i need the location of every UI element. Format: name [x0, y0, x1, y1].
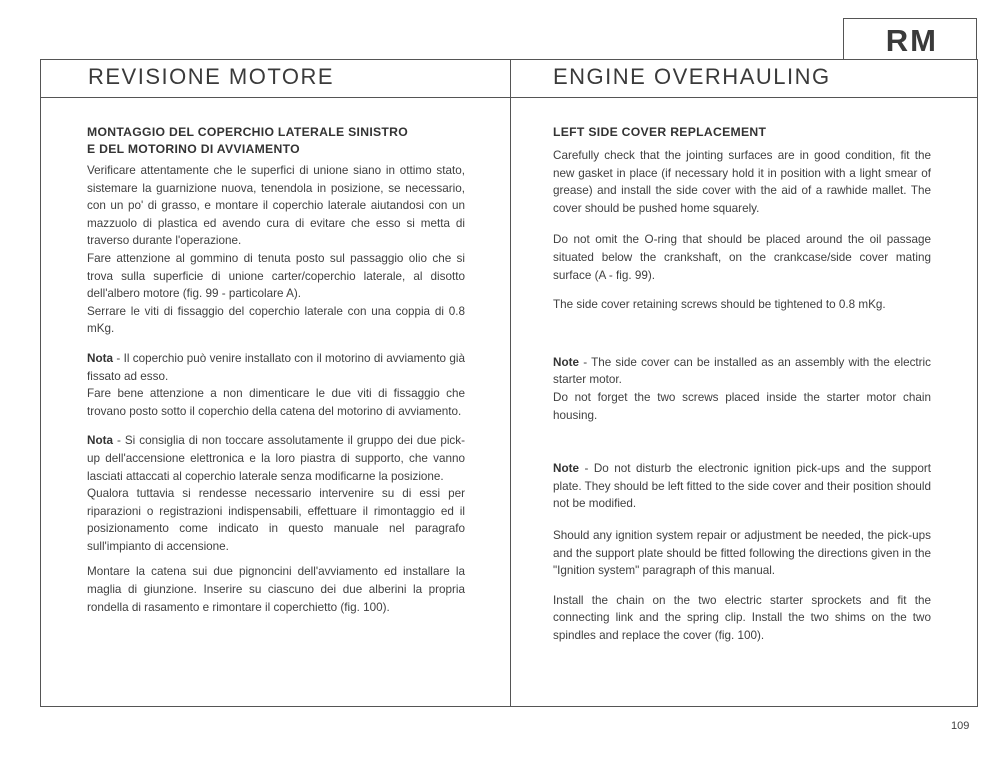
left-column-title: REVISIONE MOTORE	[88, 64, 335, 89]
right-column-body	[553, 124, 931, 644]
column-divider	[510, 59, 511, 707]
right-note-1-text: - The side cover can be installed as an assembly with the electric starter motor.	[553, 355, 931, 387]
right-paragraph-3: The side cover retaining screws should be tightened to 0.8 mKg.	[553, 298, 886, 312]
section-tab-label: RM	[885, 23, 938, 58]
left-note-2	[87, 432, 465, 485]
right-subheading: LEFT SIDE COVER REPLACEMENT	[553, 125, 767, 139]
right-note-2-text: - Do not disturb the electronic ignition pick-ups and the support plate. They should be left fitted to the side cover and their position should not be modified.	[553, 462, 931, 511]
right-note-1-label: Note	[553, 355, 579, 369]
left-paragraph-2: Fare attenzione al gommino di tenuta posto sul passaggio olio che si trova sulla superficie di unione carter/coperchio laterale, al disotto dell'albero motore (fig. 99 - particolare A).	[87, 251, 465, 301]
left-note-1-text: - Il coperchio può venire installato con il motorino di avviamento già fissato ad esso.	[87, 351, 465, 383]
page-number: 109	[951, 720, 970, 732]
left-note-2-text: - Si consiglia di non toccare assolutamente il gruppo dei due pick-up dell'accensione elettronica e la loro piastra di supporto, che vanno lasciati attaccati al coperchio laterale senza modificarne la posizione.	[87, 434, 465, 483]
right-column-title: ENGINE OVERHAULING	[553, 64, 831, 89]
right-note-2	[553, 460, 931, 513]
right-paragraph-1: Carefully check that the jointing surfaces are in good condition, fit the new gasket in place (if necessary hold it in position with a light smear of grease) and install the side cover with the aid of a rawhide mallet. The cover should be pushed home squarely.	[553, 149, 931, 215]
right-paragraph-4: Do not forget the two screws placed inside the starter motor chain housing.	[553, 390, 931, 422]
section-tab	[843, 18, 977, 60]
left-subheading-line2: E DEL MOTORINO DI AVVIAMENTO	[87, 142, 300, 156]
left-subheading-line1: MONTAGGIO DEL COPERCHIO LATERALE SINISTRO	[87, 125, 409, 139]
right-paragraph-5: Should any ignition system repair or adjustment be needed, the pick-ups and the support plate should be fitted following the directions given in the "Ignition system" paragraph of this manual.	[553, 528, 931, 578]
left-paragraph-6: Montare la catena sui due pignoncini dell'avviamento ed installare la maglia di giunzione. Inserire su ciascuno dei due alberini la propria rondella di rasamento e rimontare il coperchietto (fig. 100).	[87, 565, 465, 614]
right-note-1	[553, 354, 931, 389]
left-note-1-label: Nota	[87, 351, 113, 365]
right-paragraph-6: Install the chain on the two electric starter sprockets and fit the connecting link and the spring clip. Install the two shims on the two spindles and replace the cover (fig. 100).	[553, 593, 931, 642]
left-note-1	[87, 350, 465, 385]
right-note-2-label: Note	[553, 462, 579, 476]
left-paragraph-4: Fare bene attenzione a non dimenticare le due viti di fissaggio che trovano posto sotto il coperchio della catena del motorino di avviamento.	[87, 387, 465, 418]
left-paragraph-1: Verificare attentamente che le superfici di unione siano in ottimo stato, sistemare la guarnizione nuova, tenendola in posizione, se necessario, con un po' di grasso, e montare il coperchio laterale aiutandosi con un mazzuolo di plastica ed avendo cura di evitare che esso si metta di traverso durante l'operazione.	[87, 164, 465, 248]
right-paragraph-2: Do not omit the O-ring that should be placed around the oil passage situated below the crankshaft, on the crankcase/side cover mating surface (A - fig. 99).	[553, 233, 931, 282]
left-note-2-label: Nota	[87, 434, 113, 448]
left-paragraph-3: Serrare le viti di fissaggio del coperchio laterale con una coppia di 0.8 mKg.	[87, 304, 465, 336]
left-column-body	[87, 124, 465, 616]
header-rule	[40, 97, 978, 98]
left-paragraph-5: Qualora tuttavia si rendesse necessario intervenire su di essi per riparazioni o registrazioni indispensabili, effettuare il rimontaggio ed il posizionamento come indicato in questo manuale nel paragrafo sull'impianto di accensione.	[87, 487, 465, 553]
